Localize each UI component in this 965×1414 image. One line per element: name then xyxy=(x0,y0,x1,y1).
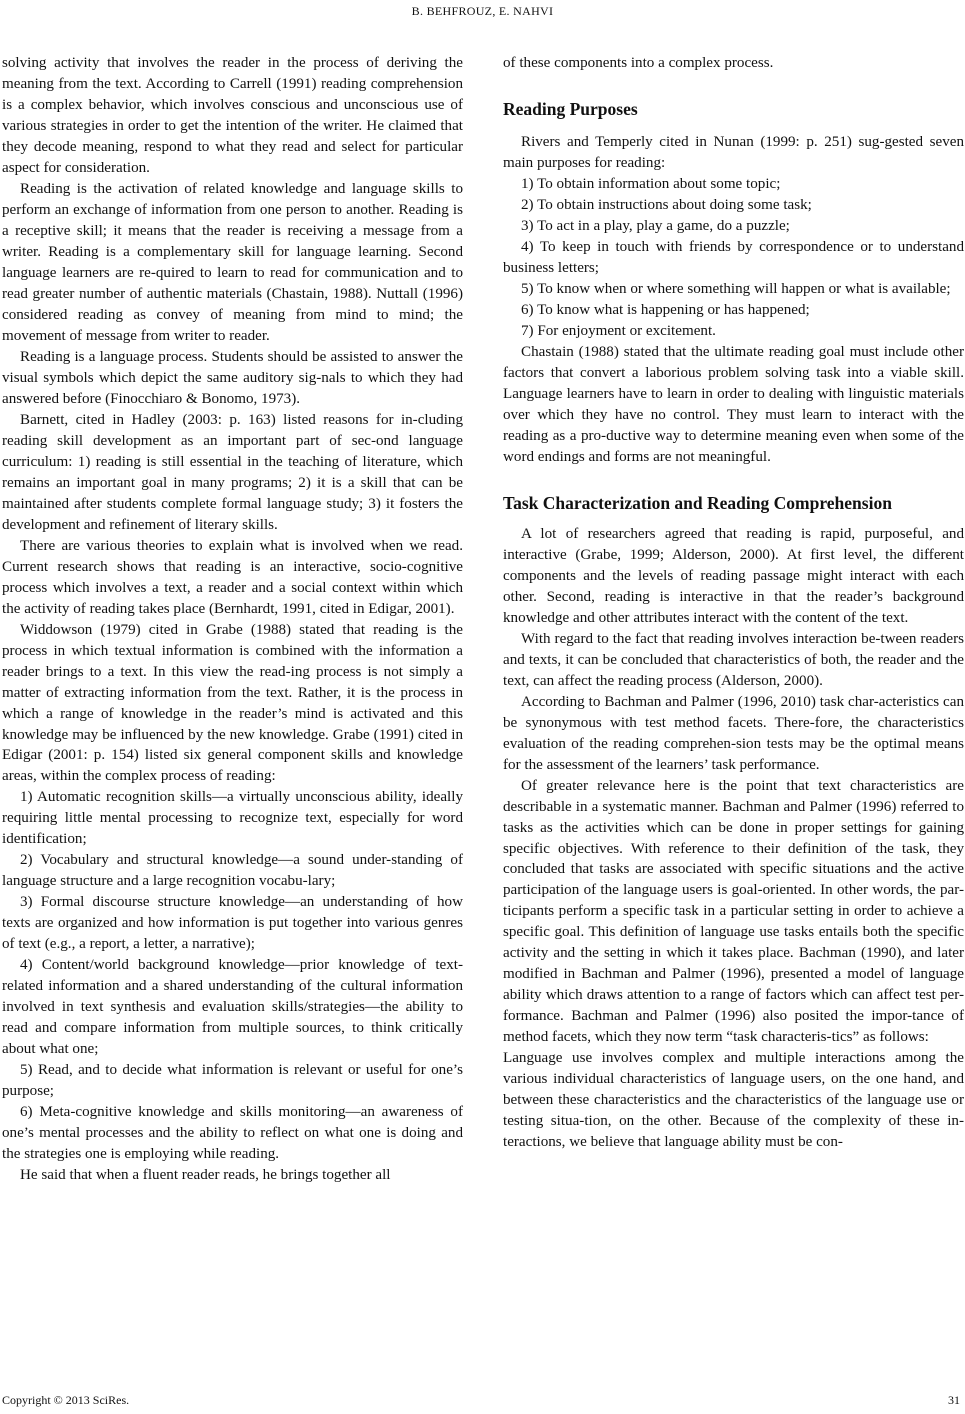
paragraph: Rivers and Temperly cited in Nunan (1999: p. 251) sug-gested seven main purposes for reading: xyxy=(503,133,964,171)
list-item: 7) For enjoyment or excitement. xyxy=(521,322,716,339)
paragraph: Chastain (1988) stated that the ultimate reading goal must include other factors that convert a laborious problem solving task into a viable skill. Language learners have to learn in order to dealing with linguistic materials over which they have no control. They must learn to interact with the reading as a pro-ductive way to determine meaning even when some of the word endings and forms are not meaningful. xyxy=(503,343,964,465)
list-item: 6) To know what is happening or has happened; xyxy=(521,301,810,318)
paragraph: Reading is the activation of related knowledge and language skills to perform an exchange of information from one person to another. Reading is a receptive skill; it means that the reader is receiving a message from a writer. Reading is a complementary skill for language learning. Second language learners are re-quired to learn to read for communication and to read greater number of authentic materials (Chastain, 1988). Nuttall (1996) considered reading as convey of meaning from mind to mind; the movement of message from writer to reader. xyxy=(2,180,463,344)
list-item: 4) To keep in touch with friends by correspondence or to understand business letters; xyxy=(503,238,964,276)
paragraph: Reading is a language process. Students should be assisted to answer the visual symbols which depict the same auditory sig-nals to which they had answered before (Finocchiaro & Bonomo, 1973). xyxy=(2,348,463,407)
paragraph: With regard to the fact that reading involves interaction be-tween readers and texts, it can be concluded that characteristics of both, the reader and the text, can affect the reading process (Alderson, 2000). xyxy=(503,630,964,689)
copyright-footer: Copyright © 2013 SciRes. xyxy=(2,1393,130,1407)
list-item: 2) To obtain instructions about doing some task; xyxy=(521,196,812,213)
list-item: 1) To obtain information about some topic; xyxy=(521,175,781,192)
list-item: 2) Vocabulary and structural knowledge—a sound under-standing of language structure and a large recognition vocabu-lary; xyxy=(2,852,463,890)
paragraph: A lot of researchers agreed that reading is rapid, purposeful, and interactive (Grabe, 1999; Alderson, 2000). At first level, the different components and the levels of reading passage might interact with each other. Second, reading is interactive in that the reader’s background knowledge and other attributes interact with the content of the text. xyxy=(503,525,964,626)
block-quote: Language use involves complex and multiple interactions among the various individual characteristics of language users, on the one hand, and between these characteristics and the characteristics of the language use or testing situa-tion, on the other. Because of the complexity of these in-teractions, we believe that language ability must be con- xyxy=(503,1050,964,1151)
list-item: 3) To act in a play, play a game, do a puzzle; xyxy=(521,217,790,234)
page-number: 31 xyxy=(948,1393,960,1407)
list-item: 5) To know when or where something will happen or what is available; xyxy=(521,280,951,297)
list-item: 6) Meta-cognitive knowledge and skills monitoring—an awareness of one’s mental processes and the ability to reflect on what one is doing and the strategies one is employing while reading. xyxy=(2,1104,463,1163)
paragraph: According to Bachman and Palmer (1996, 2010) task char-acteristics can be synonymous with test method facets. There-fore, the characteristics evaluation of the reading comprehen-sion tests may be the optimal means for the assessment of the learners’ task performance. xyxy=(503,693,964,773)
list-item: 4) Content/world background knowledge—prior knowledge of text-related information and a shared understanding of the cultural information involved in text synthesis and evaluation skills/strategies—the ability to read and compare information from multiple sources, to think critically about what one; xyxy=(2,957,463,1058)
section-heading-reading-purposes: Reading Purposes xyxy=(503,98,638,119)
left-column xyxy=(2,53,463,1186)
paragraph: Of greater relevance here is the point that text characteristics are describable in a systematic manner. Bachman and Palmer (1996) referred to tasks as the activities which can be done in proper settings for gaining specific objectives. With reference to their definition of the task, they concluded that tasks are associated with specific situations and the active participation of the language users is goal-oriented. In other words, the par-ticipants perform a specific task in a particular setting in order to achieve a specific goal. This definition of language use tasks entails both the specific activity and the setting in which it takes place. Bachman (1990), and later modified in Bachman and Palmer (1996), presented a model of language ability which draws attention to a range of factors which can affect test per-formance. Bachman and Palmer (1996) also posited the impor-tance of method facets, which they now term “task characteris-tics” as follows: xyxy=(503,777,964,1046)
list-item: 1) Automatic recognition skills—a virtually unconscious ability, ideally requiring little mental processing to recognize text, especially for word identification; xyxy=(2,789,463,848)
right-column xyxy=(503,53,964,1153)
paragraph: He said that when a fluent reader reads, he brings together all xyxy=(20,1167,391,1184)
paragraph: There are various theories to explain what is involved when we read. Current research shows that reading is an interactive, socio-cognitive process which involves a text, a reader and a social context within which the activity of reading takes place (Bernhardt, 1991, cited in Edigar, 2001). xyxy=(2,537,463,617)
paragraph: Widdowson (1979) cited in Grabe (1988) stated that reading is the process in which textual information is combined with the information a reader brings to a text. In this view the read-ing process is not simply a matter of extracting information from the text. Rather, it is the process in which a range of knowledge in the reader’s mind is activated and this knowledge may be influenced by the new knowledge. Grabe (1991) cited in Edigar (2001: p. 154) listed six general component skills and knowledge areas, within the complex process of reading: xyxy=(2,621,463,785)
section-heading-task-characterization: Task Characterization and Reading Comprehension xyxy=(503,492,892,513)
paragraph: solving activity that involves the reader in the process of deriving the meaning from the text. According to Carrell (1991) reading comprehension is a complex behavior, which involves conscious and unconscious use of various strategies in order to get the intention of the writer. He claimed that they decode meaning, respond to what they read and select for particular aspect for consideration. xyxy=(2,55,463,176)
paragraph: Barnett, cited in Hadley (2003: p. 163) listed reasons for in-cluding reading skill development as an important part of sec-ond language curriculum: 1) reading is still essential in the teaching of literature, which remains an important goal in many programs; 2) it is a skill that can be maintained after students complete formal language study; 3) it fosters the development and refinement of literary skills. xyxy=(2,411,463,533)
running-header: B. BEHFROUZ, E. NAHVI xyxy=(411,4,554,18)
list-item: 5) Read, and to decide what information is relevant or useful for one’s purpose; xyxy=(2,1062,463,1100)
paragraph: of these components into a complex process. xyxy=(503,55,774,71)
list-item: 3) Formal discourse structure knowledge—an understanding of how texts are organized and how information is put together into various genres of text (e.g., a report, a letter, a narrative); xyxy=(2,894,463,953)
